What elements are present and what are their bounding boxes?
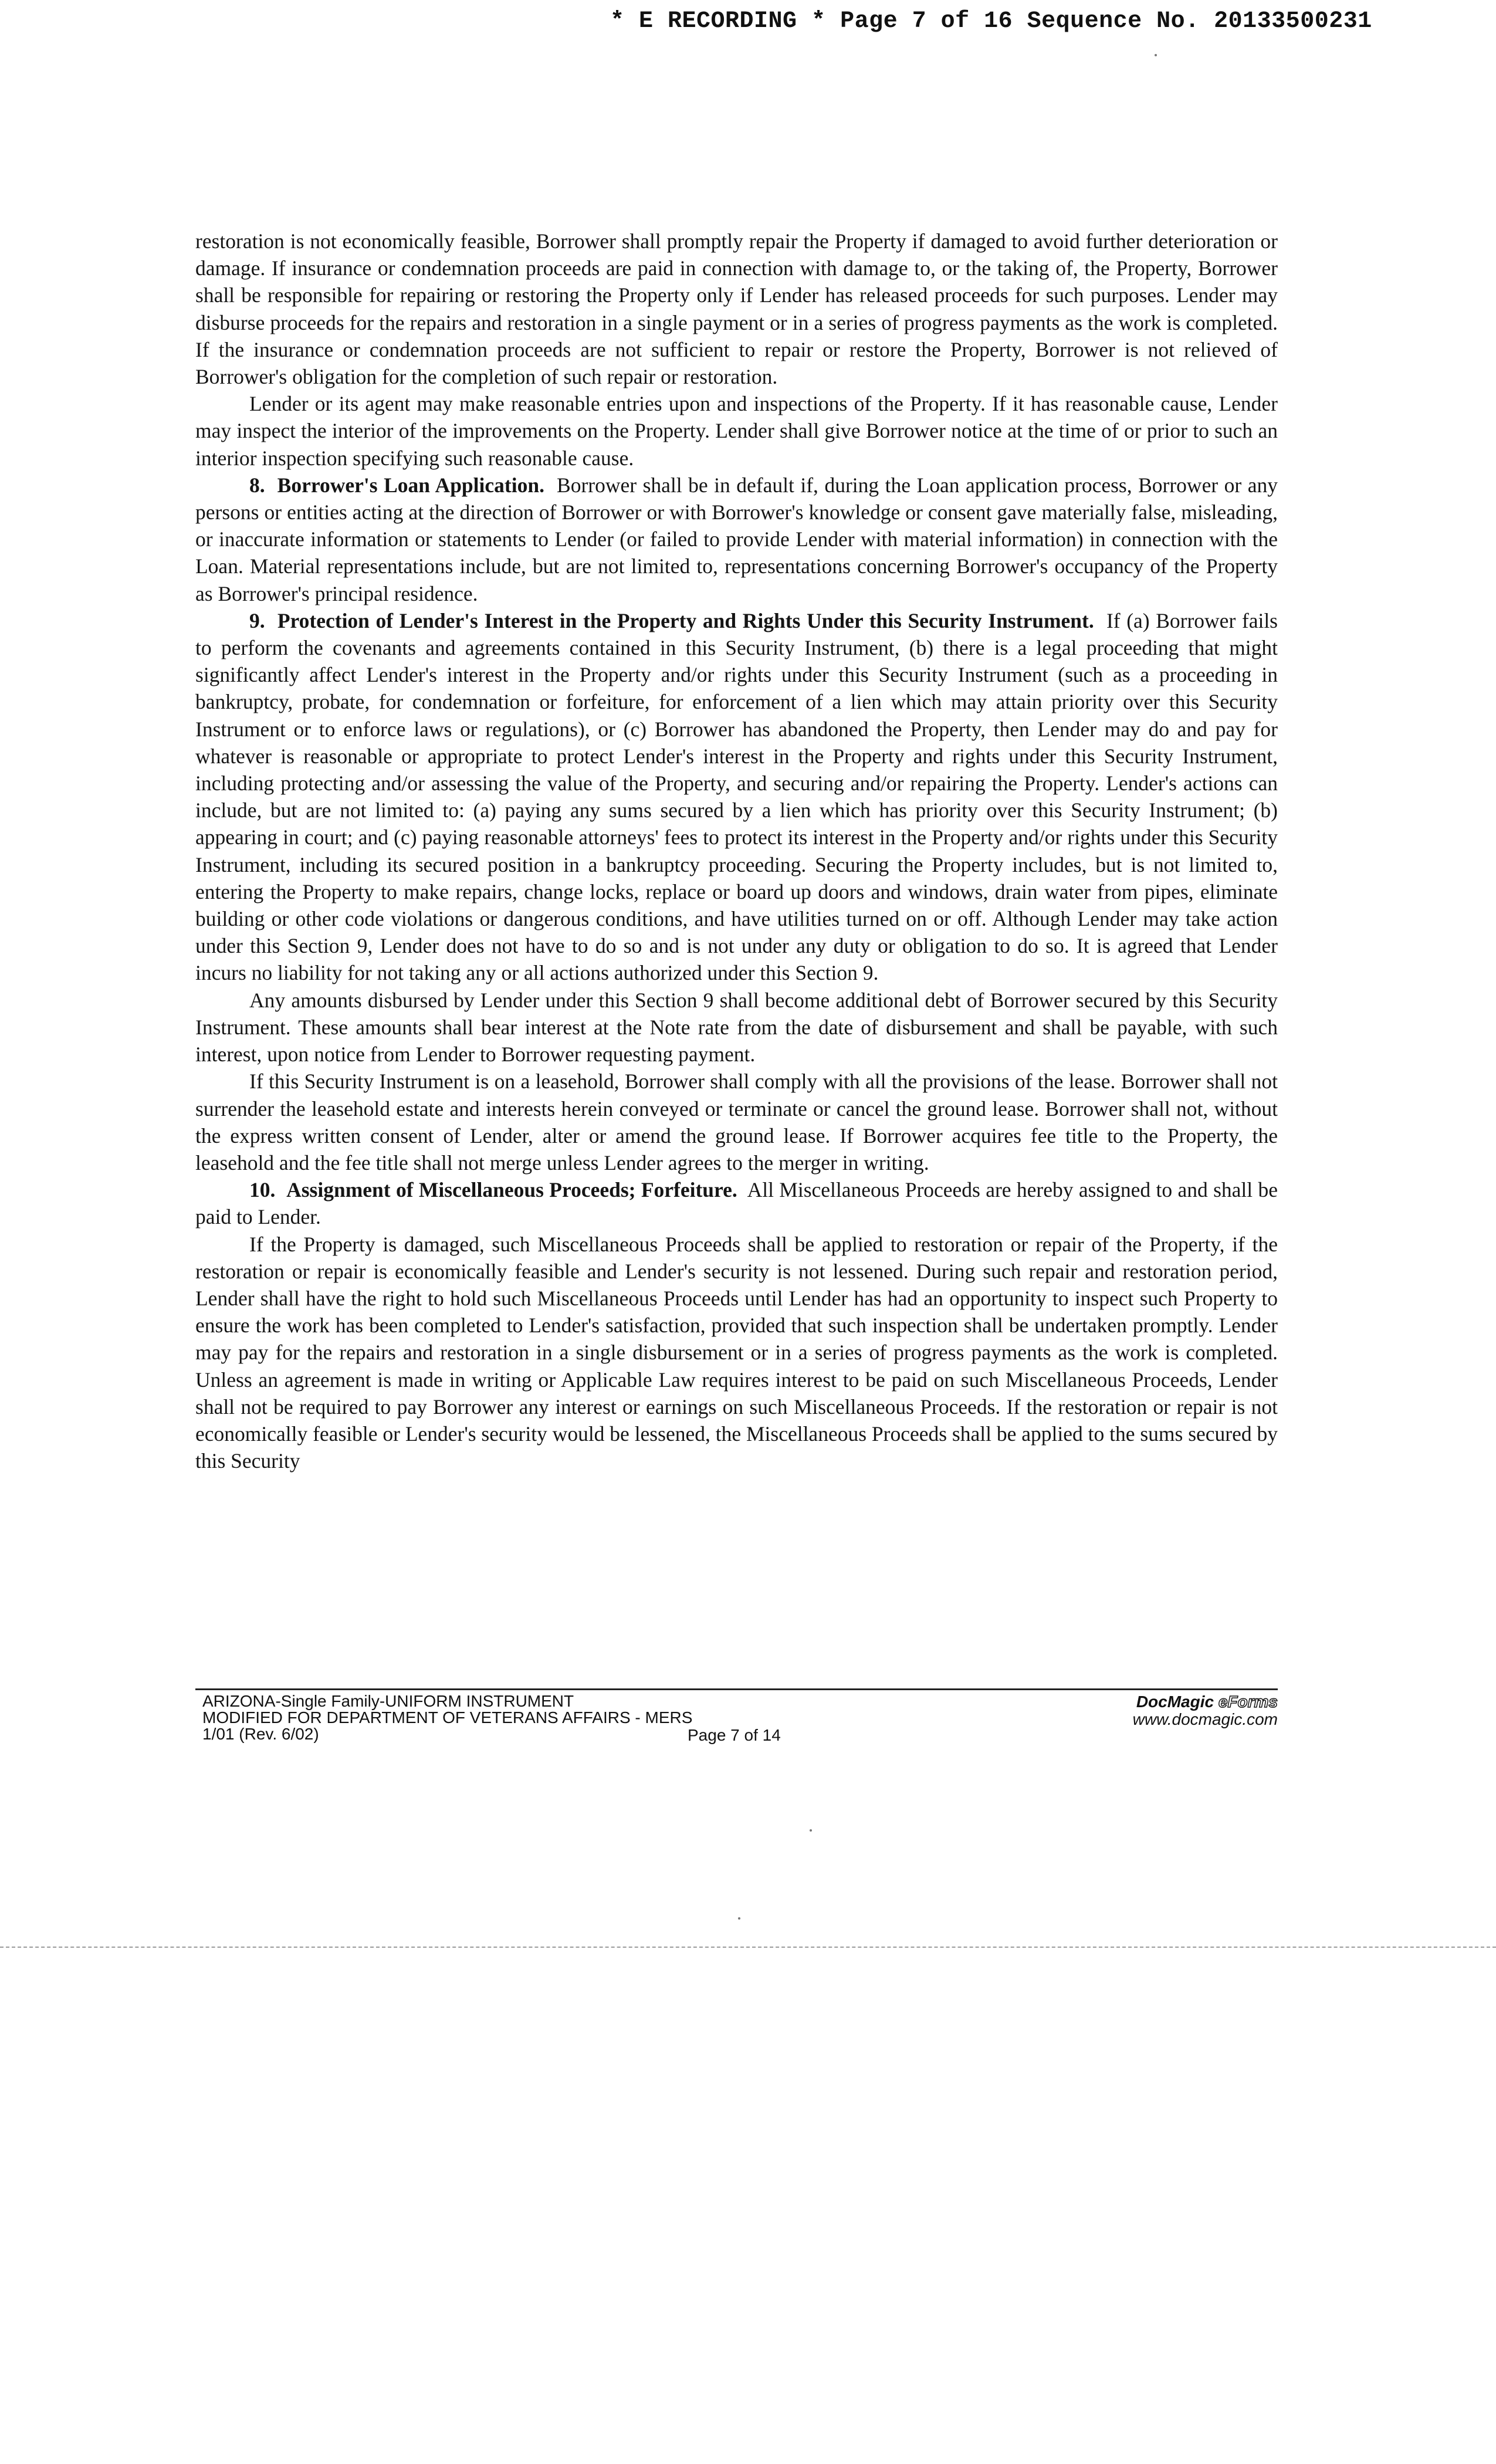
footer-form-revision: 1/01 (Rev. 6/02) <box>202 1725 319 1743</box>
section-8-text: Borrower shall be in default if, during the Loan application process, Borrower or any persons or entities acting at the direction of Borrower or with Borrower's knowledge or consent gave materially false, misleading, or inaccurate information or statements to Lender (or failed to provide Lender with material information) in connection with the Loan. Material representations include, but are not limited to, representations concerning Borrower's occupancy of the Property as Borrower's principal residence. <box>195 473 1278 605</box>
paragraph-disbursed-amounts: Any amounts disbursed by Lender under this Section 9 shall become additional debt of Borrower secured by this Security Instrument. These amounts shall bear interest at the Note rate from the date of disbursement and shall be payable, with such interest, upon notice from Lender to Borrower requesting payment. <box>195 988 1278 1067</box>
section-10-title: Assignment of Miscellaneous Proceeds; Forfeiture. <box>286 1178 737 1202</box>
footer-form-name: ARIZONA-Single Family-UNIFORM INSTRUMENT <box>202 1692 574 1710</box>
scan-edge-line <box>0 1947 1496 1948</box>
section-9 <box>195 607 1278 987</box>
section-9-number: 9. <box>249 608 265 632</box>
section-10-text: All Miscellaneous Proceeds are hereby assigned to and shall be paid to Lender. <box>195 1178 1278 1229</box>
section-9-text: If (a) Borrower fails to perform the covenants and agreements contained in this Security Instrument, (b) there is a legal proceeding that might significantly affect Lender's interest in the Property and/or rights under this Security Instrument (such as a proceeding in bankruptcy, probate, for condemnation or forfeiture, for enforcement of a lien which may attain priority over this Security Instrument or to enforce laws or regulations), or (c) Borrower has abandoned the Property, then Lender may do and pay for whatever is reasonable or appropriate to protect Lender's interest in the Property and rights under this Security Instrument, including protecting and/or assessing the value of the Property, and securing and/or repairing the Property. Lender's actions can include, but are not limited to: (a) paying any sums secured by a lien which has priority over this Security Instrument; (b) appearing in court; and (c) paying reasonable attorneys' fees to protect its interest in the Property and/or rights under this Security Instrument, including its secured position in a bankruptcy proceeding. Securing the Property includes, but is not limited to, entering the Property to make repairs, change locks, replace or board up doors and windows, drain water from pipes, eliminate building or other code violations or dangerous conditions, and have utilities turned on or off. Although Lender may take action under this Section 9, Lender does not have to do so and is not under any duty or obligation to do so. It is agreed that Lender incurs no liability for not taking any or all actions authorized under this Section 9. <box>195 608 1278 985</box>
section-9-title: Protection of Lender's Interest in the Property and Rights Under this Security Instrument. <box>277 608 1094 632</box>
footer-form-info <box>202 1693 692 1742</box>
section-8-number: 8. <box>249 473 265 497</box>
paragraph-leasehold: If this Security Instrument is on a leasehold, Borrower shall comply with all the provisions of the lease. Borrower shall not surrender the leasehold estate and interests herein conveyed or terminate or cancel the ground lease. Borrower shall not, without the express written consent of Lender, alter or amend the ground lease. If Borrower acquires fee title to the Property, the leasehold and the fee title shall not merge unless Lender agrees to the merger in writing. <box>195 1069 1278 1175</box>
docmagic-logo <box>1133 1693 1278 1711</box>
paragraph-miscellaneous-proceeds: If the Property is damaged, such Miscellaneous Proceeds shall be applied to restoration or repair of the Property, if the restoration or repair is economically feasible and Lender's security is not lessened. During such repair and restoration period, Lender shall have the right to hold such Miscellaneous Proceeds until Lender has had an opportunity to inspect such Property to ensure the work has been completed to Lender's satisfaction, provided that such inspection shall be undertaken promptly. Lender may pay for the repairs and restoration in a single disbursement or in a series of progress payments as the work is completed. Unless an agreement is made in writing or Applicable Law requires interest to be paid on such Miscellaneous Proceeds, Lender shall not be required to pay Borrower any interest or earnings on such Miscellaneous Proceeds. If the restoration or repair is not economically feasible or Lender's security would be lessened, the Miscellaneous Proceeds shall be applied to the sums secured by this Security <box>195 1232 1278 1473</box>
brand-name: DocMagic <box>1136 1693 1214 1711</box>
section-8 <box>195 472 1278 607</box>
recording-header: * E RECORDING * Page 7 of 16 Sequence No. 20133500231 <box>610 8 1372 35</box>
section-10-number: 10. <box>249 1178 276 1202</box>
section-10 <box>195 1176 1278 1230</box>
footer-page-number: Page 7 of 14 <box>688 1726 781 1744</box>
scan-speck <box>738 1917 740 1920</box>
document-body <box>195 228 1278 1474</box>
footer-url: www.docmagic.com <box>1132 1710 1278 1728</box>
scan-speck <box>1155 54 1157 56</box>
footer-brand <box>1133 1693 1278 1728</box>
footer-divider <box>195 1688 1278 1690</box>
paragraph-restoration: restoration is not economically feasible, Borrower shall promptly repair the Property if damaged to avoid further deterioration or damage. If insurance or condemnation proceeds are paid in connection with damage to, or the taking of, the Property, Borrower shall be responsible for repairing or restoring the Property only if Lender has released proceeds for such purposes. Lender may disburse proceeds for the repairs and restoration in a single payment or in a series of progress payments as the work is completed. If the insurance or condemnation proceeds are not sufficient to repair or restore the Property, Borrower is not relieved of Borrower's obligation for the completion of such repair or restoration. <box>195 229 1278 389</box>
section-8-title: Borrower's Loan Application. <box>277 473 544 497</box>
footer-form-modifier: MODIFIED FOR DEPARTMENT OF VETERANS AFFAIRS - MERS <box>202 1708 693 1727</box>
scan-speck <box>810 1829 812 1832</box>
eforms-mark: eForms <box>1218 1693 1278 1711</box>
paragraph-inspection: Lender or its agent may make reasonable entries upon and inspections of the Property. If it has reasonable cause, Lender may inspect the interior of the improvements on the Property. Lender shall give Borrower notice at the time of or prior to such an interior inspection specifying such reasonable cause. <box>195 392 1278 470</box>
